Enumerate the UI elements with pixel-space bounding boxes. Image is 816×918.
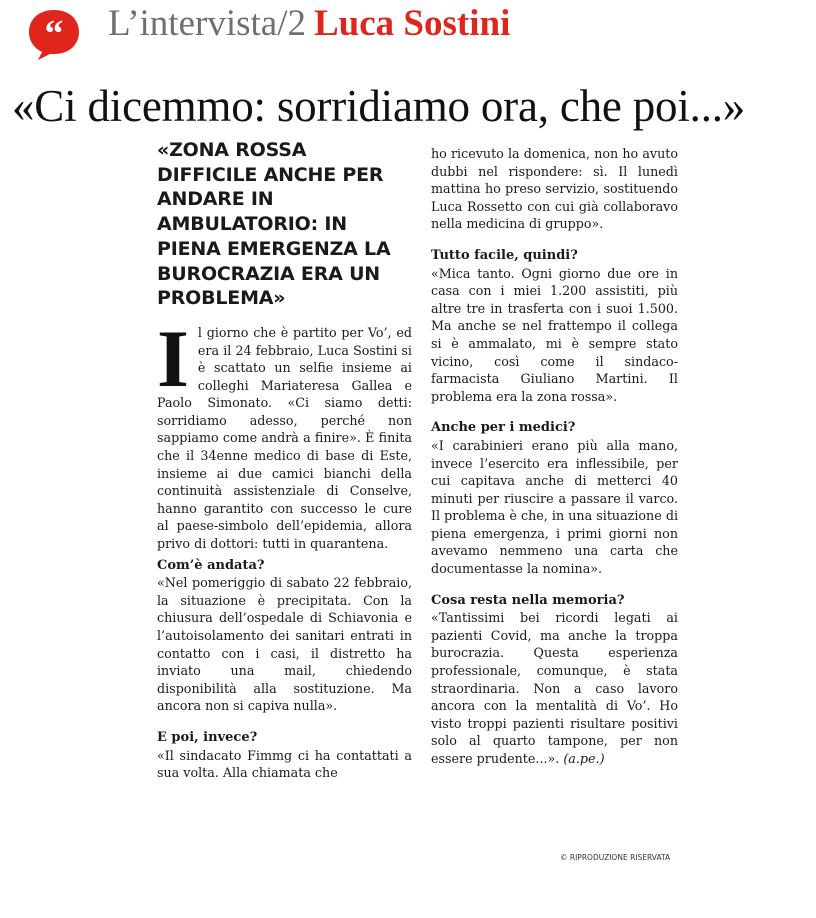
copyright-notice: © RIPRODUZIONE RISERVATA: [560, 853, 671, 862]
kicker-label: L’intervista/2: [108, 3, 306, 44]
question-heading: Com’è andata?: [157, 557, 265, 573]
question-heading: Tutto facile, quindi?: [431, 247, 578, 263]
kicker: [108, 2, 510, 46]
answer-paragraph: [431, 609, 678, 767]
answer-paragraph: «Mica tanto. Ogni giorno due ore in casa con i miei 1.200 assistiti, più altre tre in trasferta con i suoi 1.500. Ma anche se nel frattempo il collega si è ammalato, mi è sempre stato vicino, così come il sindaco-farmacista Giuliano Martini. Il problema era la zona rossa».: [431, 265, 678, 404]
author-credit: (a.pe.): [563, 751, 605, 766]
article-column-2: [431, 145, 678, 768]
answer-paragraph: «Il sindacato Fimmg ci ha contattati a sua volta. Alla chiamata che: [157, 747, 412, 781]
lead-text: l giorno che è partito per Vo’, ed era il 24 febbraio, Luca Sostini si è scattato un selfie insieme ai colleghi Mariateresa Gallea e Paolo Simonato. «Ci siamo detti: sorridiamo adesso, perché non sappiamo come andrà a finire». È finita che il 34enne medico di base di Este, insieme ai due camici bianchi della continuità assistenziale di Conselve, hanno garantito con successo le cure al paese-simbolo dell’epidemia, allora privo di dottori: tutti in quarantena.: [157, 324, 412, 552]
kicker-name: Luca Sostini: [314, 3, 511, 44]
answer-continued-paragraph: ho ricevuto la domenica, non ho avuto dubbi nel rispondere: sì. Il lunedì mattina ho preso servizio, sostituendo Luca Rossetto con cui già collaboravo nella medicina di gruppo».: [431, 146, 678, 232]
article-column-1: [157, 138, 412, 782]
headline: «Ci dicemmo: sorridiamo ora, che poi...»: [12, 81, 746, 131]
answer-paragraph: «I carabinieri erano più alla mano, invece l’esercito era inflessibile, per cui capitava anche di metterci 40 minuti per riuscire a passare il varco. Il problema è che, in una situazione di piena emergenza, i primi giorni non avevamo nemmeno una carta che documentasse la nomina».: [431, 437, 678, 577]
answer-paragraph: «Nel pomeriggio di sabato 22 febbraio, la situazione è precipitata. Con la chiusura dell’ospedale di Schiavonia e l’autoisolamento dei sanitari entrati in contatto con i casi, il distretto ha inviato una mail, chiedendo disponibilità alla sostituzione. Ma ancora non si capiva nulla».: [157, 575, 412, 714]
question-heading: E poi, invece?: [157, 729, 258, 745]
answer-text: «Tantissimi bei ricordi legati ai pazienti Covid, ma anche la troppa burocrazia. Questa esperienza professionale, comunque, è stata straordinaria. Non a caso lavoro ancora con la mentalità di Vo’. Ho visto troppi pazienti risultare positivi solo al quarto tampone, per non essere prudente...».: [431, 610, 678, 766]
pull-quote: «ZONA ROSSA DIFFICILE ANCHE PER ANDARE IN AMBULATORIO: IN PIENA EMERGENZA LA BUROCRAZIA ERA UN PROBLEMA»: [157, 139, 391, 310]
lead-paragraph: [157, 312, 412, 553]
drop-cap: I: [157, 312, 189, 404]
question-heading: Anche per i medici?: [431, 420, 576, 436]
question-heading: Cosa resta nella memoria?: [431, 592, 625, 608]
speech-bubble-quote-icon: [28, 8, 80, 60]
svg-text:“: “: [44, 13, 64, 55]
